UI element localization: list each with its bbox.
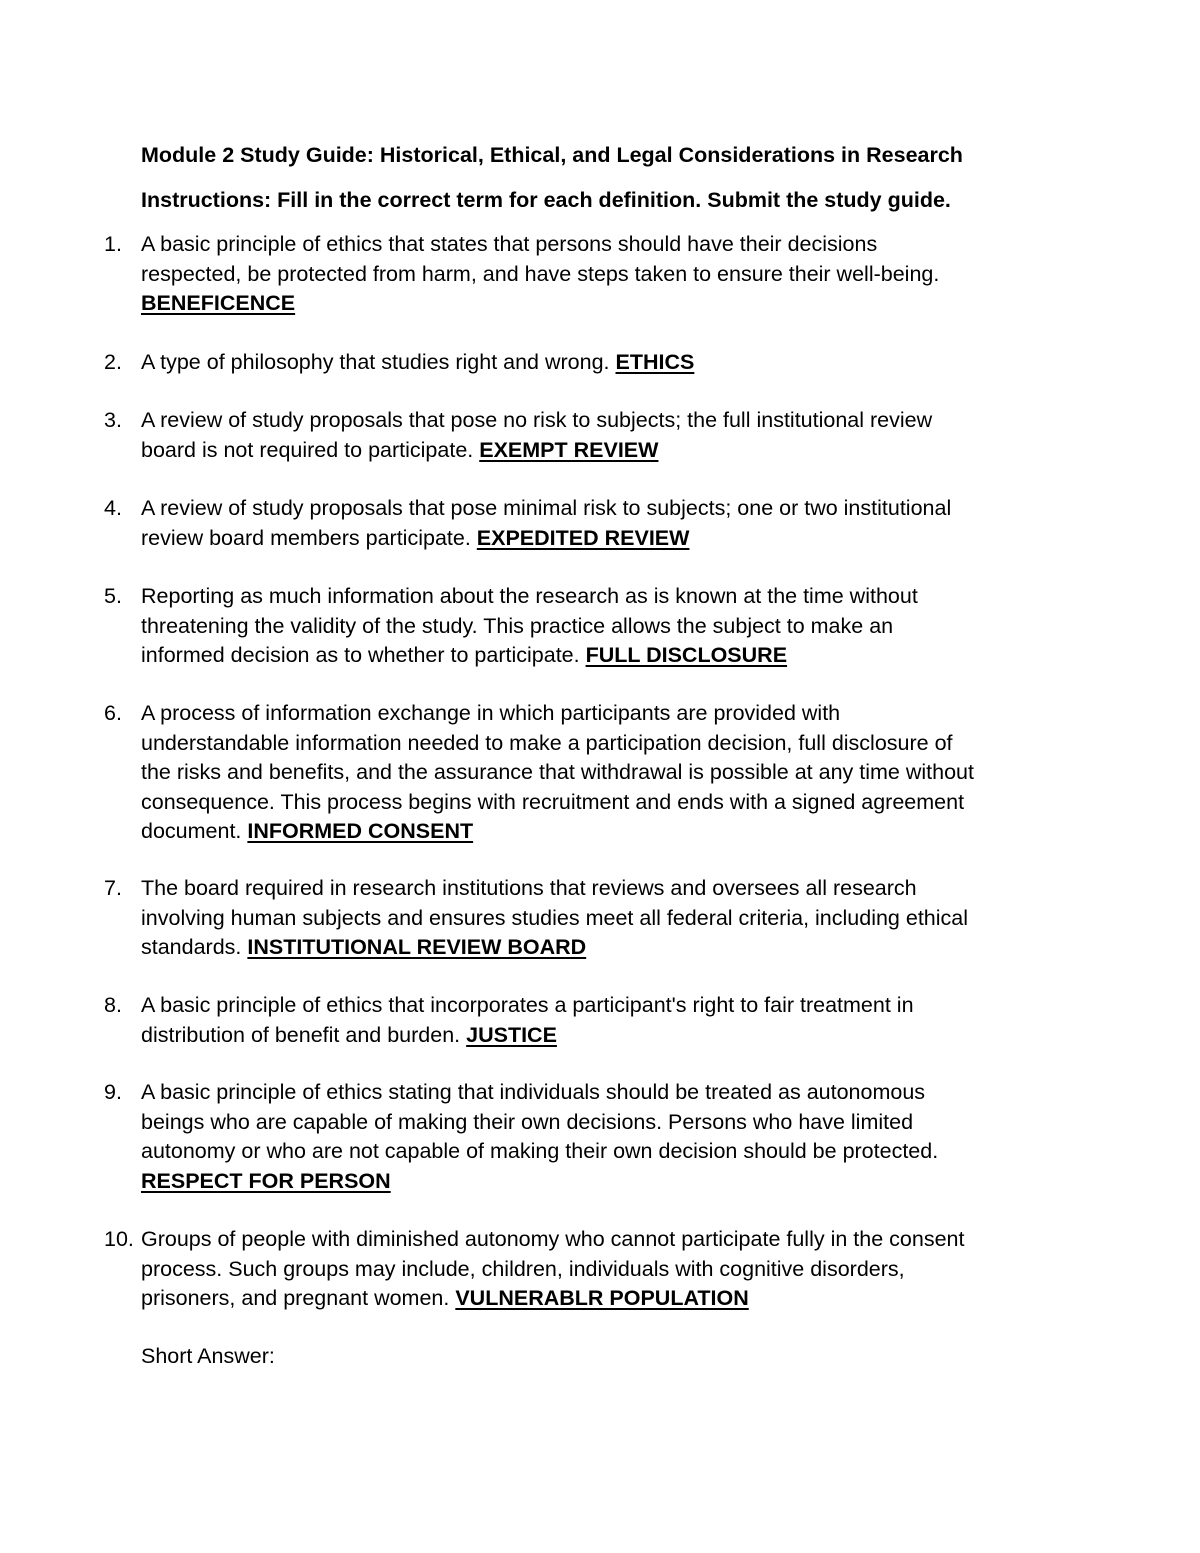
answer-term: INSTITUTIONAL REVIEW BOARD — [247, 935, 587, 959]
item-number: 2. — [104, 350, 122, 374]
definition-line: Groups of people with diminished autonomy who cannot participate fully in the consent — [141, 1227, 965, 1251]
list-item — [104, 348, 1064, 378]
item-number: 9. — [104, 1080, 122, 1104]
item-definition — [141, 1225, 1061, 1314]
answer-term: EXPEDITED REVIEW — [476, 525, 690, 550]
item-definition — [141, 699, 1061, 847]
definition-line: beings who are capable of making their own decisions. Persons who have limited — [141, 1109, 914, 1134]
definition-line: A review of study proposals that pose no risk to subjects; the full institutional review — [141, 408, 933, 432]
answer-line — [141, 1021, 1061, 1051]
answer-prefix: review board members participate. — [141, 525, 477, 550]
definition-line: A basic principle of ethics that incorporates a participant's right to fair treatment in — [141, 993, 914, 1017]
item-number: 3. — [104, 408, 122, 432]
item-number: 8. — [104, 993, 122, 1017]
answer-prefix: informed decision as to whether to participate. — [141, 643, 586, 667]
item-definition — [141, 582, 1061, 671]
answer-term: EXEMPT REVIEW — [479, 437, 659, 462]
item-number: 4. — [104, 496, 122, 520]
item-number: 1. — [104, 232, 122, 256]
answer-term: VULNERABLR POPULATION — [455, 1286, 749, 1310]
list-item — [104, 406, 1064, 465]
definition-line: understandable information needed to make a participation decision, full disclosure of — [141, 730, 953, 755]
definition-line: involving human subjects and ensures studies meet all federal criteria, including ethical — [141, 905, 969, 930]
page-title: Module 2 Study Guide: Historical, Ethical, and Legal Considerations in Research — [141, 143, 963, 167]
definition-line: consequence. This process begins with recruitment and ends with a signed agreement — [141, 789, 965, 814]
answer-prefix: A type of philosophy that studies right and wrong. — [141, 350, 616, 374]
list-item — [104, 991, 1064, 1050]
definition-line: process. Such groups may include, children, individuals with cognitive disorders, — [141, 1256, 905, 1281]
definition-line: threatening the validity of the study. This practice allows the subject to make an — [141, 613, 894, 638]
answer-term: ETHICS — [615, 350, 695, 374]
answer-line — [141, 1167, 1061, 1197]
list-item — [104, 582, 1064, 671]
answer-term: JUSTICE — [466, 1022, 557, 1047]
answer-line — [141, 933, 1061, 963]
answer-term: FULL DISCLOSURE — [585, 643, 788, 667]
list-item — [104, 874, 1064, 963]
item-definition — [141, 230, 1061, 319]
definition-line: respected, be protected from harm, and have steps taken to ensure their well-being. — [141, 261, 940, 286]
answer-term: BENEFICENCE — [141, 291, 296, 315]
definition-line: the risks and benefits, and the assurance that withdrawal is possible at any time without — [141, 760, 974, 784]
answer-line — [141, 1284, 1061, 1314]
answer-prefix: board is not required to participate. — [141, 437, 480, 462]
answer-prefix: standards. — [141, 935, 248, 959]
item-number: 6. — [104, 701, 122, 725]
item-definition — [141, 991, 1061, 1050]
item-definition — [141, 1078, 1061, 1196]
item-number: 5. — [104, 584, 122, 608]
item-definition — [141, 494, 1061, 553]
list-item — [104, 699, 1064, 847]
item-number: 7. — [104, 876, 122, 900]
instructions-text: Instructions: Fill in the correct term for each definition. Submit the study guide. — [141, 188, 951, 212]
answer-prefix: prisoners, and pregnant women. — [141, 1286, 456, 1310]
definition-line: A basic principle of ethics that states that persons should have their decisions — [141, 232, 878, 256]
answer-line — [141, 289, 1061, 319]
answer-term: RESPECT FOR PERSON — [141, 1168, 391, 1193]
item-definition — [141, 874, 1061, 963]
list-item — [104, 1078, 1064, 1196]
item-definition — [141, 406, 1061, 465]
definition-line: Reporting as much information about the research as is known at the time without — [141, 584, 918, 608]
definition-line: A review of study proposals that pose minimal risk to subjects; one or two institutional — [141, 496, 952, 520]
definition-line: autonomy or who are not capable of making their own decision should be protected. — [141, 1139, 939, 1163]
definition-line: A basic principle of ethics stating that individuals should be treated as autonomous — [141, 1080, 926, 1104]
answer-line — [141, 817, 1061, 847]
answer-line — [141, 641, 1061, 671]
definition-line: The board required in research institutions that reviews and oversees all research — [141, 876, 917, 900]
list-item — [104, 494, 1064, 553]
definition-line: A process of information exchange in which participants are provided with — [141, 701, 841, 725]
answer-line — [141, 436, 1061, 466]
list-item — [104, 1225, 1064, 1314]
answer-line — [141, 348, 1061, 378]
list-item — [104, 230, 1064, 319]
item-number: 10. — [104, 1227, 134, 1251]
short-answer-label: Short Answer: — [141, 1344, 275, 1368]
answer-prefix: distribution of benefit and burden. — [141, 1022, 467, 1047]
answer-line — [141, 524, 1061, 554]
item-definition — [141, 348, 1061, 378]
answer-prefix: document. — [141, 819, 248, 843]
answer-term: INFORMED CONSENT — [247, 819, 474, 843]
